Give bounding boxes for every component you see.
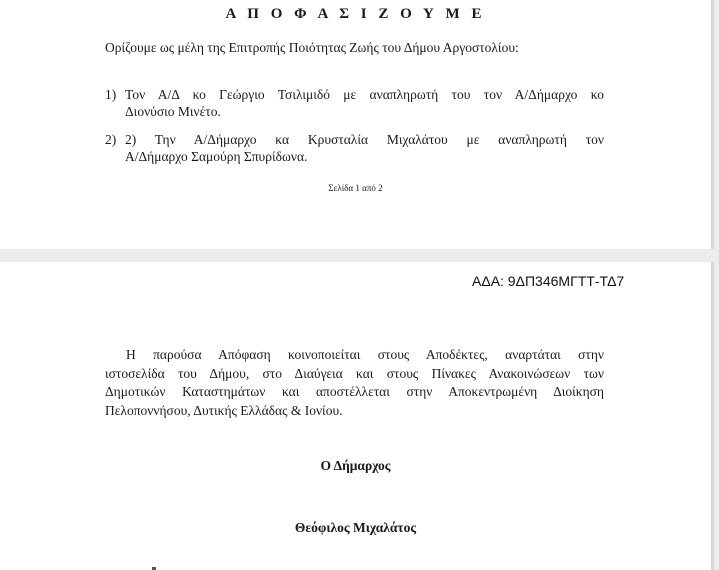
list-item-number: 1) <box>105 87 117 102</box>
paragraph-line: Η παρούσα Απόφαση κοινοποιείται στους Αποδέκτες, αναρτάται στην <box>126 347 604 362</box>
page-number: Σελίδα 1 από 2 <box>328 183 383 193</box>
intro-text: Ορίζουμε ως μέλη της Επιτροπής Ποιότητας Ζωής του Δήμου Αργοστολίου: <box>105 40 519 55</box>
list-item-line: 2) Την Α/Δήμαρχο κα Κρυσταλία Μιχαλάτου με αναπληρωτή τον <box>125 132 604 147</box>
ada-code: ΑΔΑ: 9ΔΠ346ΜΓΤΤ-ΤΔ7 <box>472 273 625 289</box>
paragraph-line: Δημοτικών Καταστημάτων και αποστέλλεται στην Αποκεντρωμένη Διοίκηση <box>105 384 604 399</box>
list-item-line: Α/Δήμαρχο Σαμούρη Σπυρίδωνα. <box>125 149 308 164</box>
document-page-2 <box>0 262 711 570</box>
list-item <box>105 131 604 165</box>
notification-paragraph <box>105 346 604 420</box>
list-item-line: Τον Α/Δ κο Γεώργιο Τσιλιμιδό με αναπληρωτή του τον Α/Δήμαρχο κο <box>125 87 604 102</box>
paragraph-line: Πελοποννήσου, Δυτικής Ελλάδας & Ιονίου. <box>105 402 343 418</box>
list-item-number: 2) <box>105 132 117 147</box>
page-shadow <box>711 0 714 249</box>
signatory-title: Ο Δήμαρχος <box>320 458 391 473</box>
document-page-1 <box>0 0 711 249</box>
list-item-line: Διονύσιο Μινέτο. <box>125 104 221 119</box>
decision-heading: Α Π Ο Φ Α Σ Ι Ζ Ο Υ Μ Ε <box>225 6 486 22</box>
list-item <box>105 86 604 120</box>
paragraph-line: ιστοσελίδα του Δήμου, στο Διαύγεια και στους Πίνακες Ανακοινώσεων των <box>105 365 604 381</box>
signatory-name: Θεόφιλος Μιχαλάτος <box>294 520 417 535</box>
page-shadow <box>711 262 714 570</box>
